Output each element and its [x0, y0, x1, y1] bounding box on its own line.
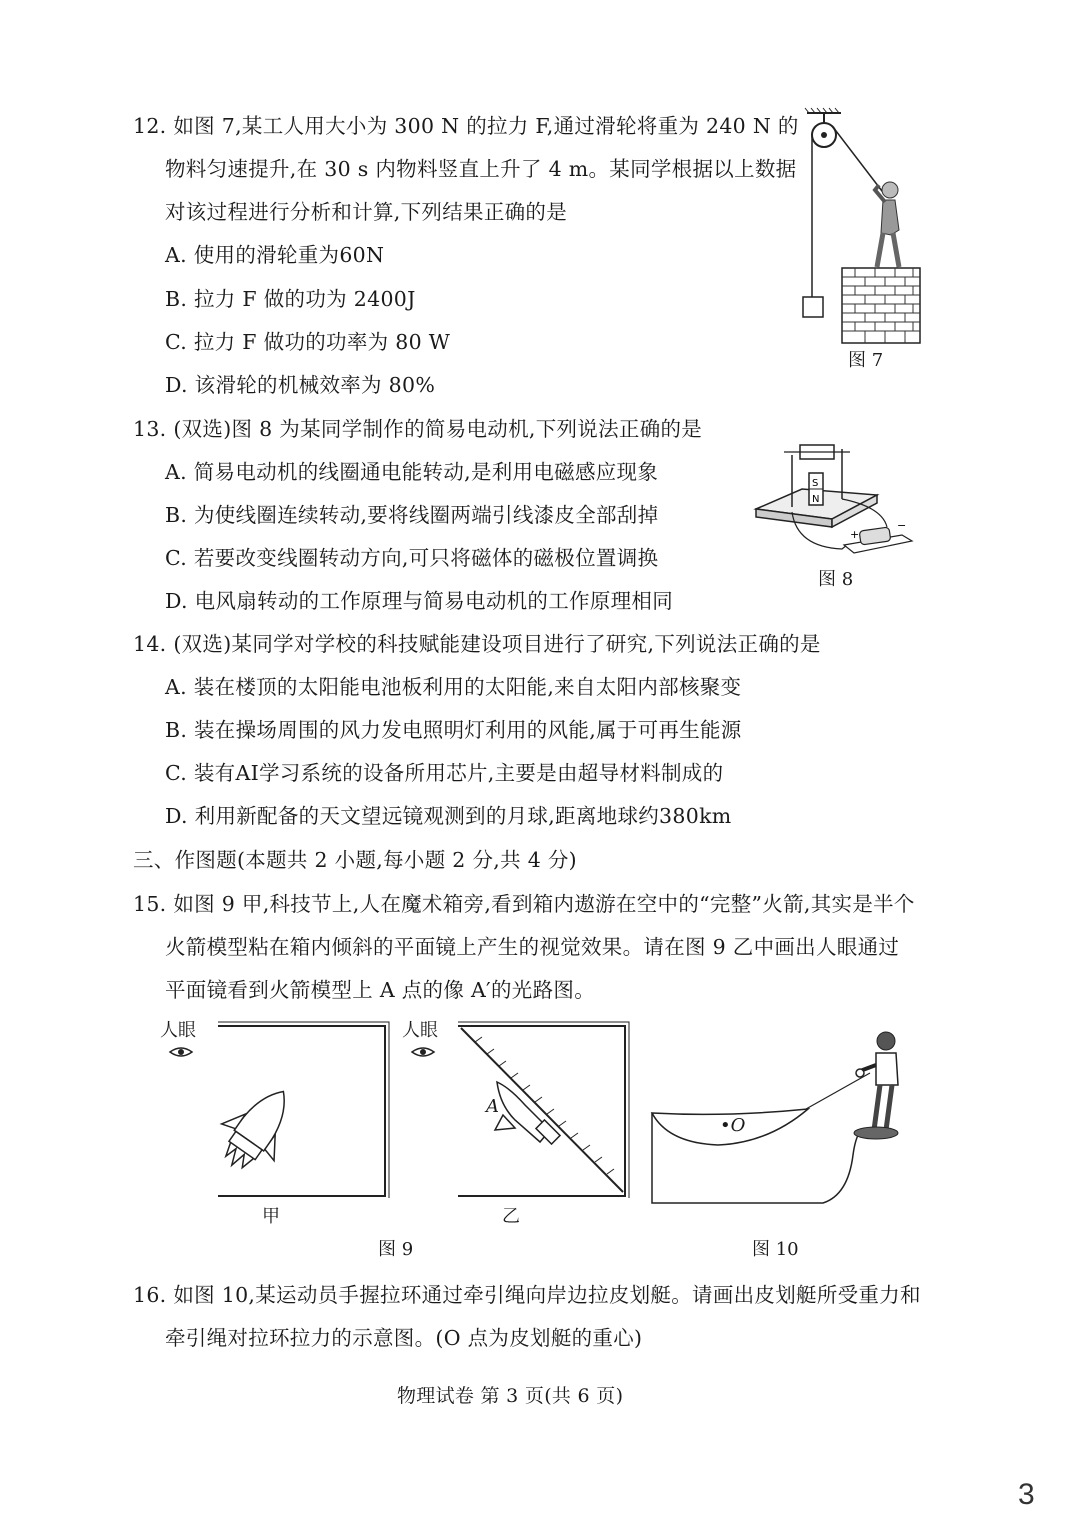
q13-option-d: D. 电风扇转动的工作原理与简易电动机的工作原理相同: [165, 589, 674, 613]
q16-stem-line-1: 16. 如图 10,某运动员手握拉环通过牵引绳向岸边拉皮划艇。请画出皮划艇所受重力和: [133, 1283, 921, 1307]
figure-10-kayak-illustration: [648, 1025, 923, 1205]
figure-9b-mirror-box: [455, 1020, 630, 1200]
q14-option-a: A. 装在楼顶的太阳能电池板利用的太阳能,来自太阳内部核聚变: [165, 675, 742, 699]
q14-option-c: C. 装有AI学习系统的设备所用芯片,主要是由超导材料制成的: [165, 761, 724, 785]
fig9b-eye-icon: [410, 1044, 436, 1060]
figure-7-caption: 图 7: [848, 350, 884, 371]
q15-stem-line-1: 15. 如图 9 甲,科技节上,人在魔术箱旁,看到箱内遨游在空中的“完整”火箭,其实是半个: [133, 892, 915, 916]
fig9a-sublabel: 甲: [262, 1206, 280, 1227]
fig10-point-o-label: •O: [720, 1115, 746, 1136]
figure-7-pulley-illustration: [795, 105, 935, 350]
magnet-n-label: N: [812, 494, 820, 505]
fig9a-eye-icon: [168, 1044, 194, 1060]
q13-option-b: B. 为使线圈连续转动,要将线圈两端引线漆皮全部刮掉: [165, 503, 659, 527]
q12-option-d: D. 该滑轮的机械效率为 80%: [165, 373, 436, 397]
q14-option-d: D. 利用新配备的天文望远镜观测到的月球,距离地球约380km: [165, 804, 732, 828]
battery-minus-label: −: [897, 519, 907, 532]
figure-8-caption: 图 8: [818, 569, 854, 590]
q12-option-b: B. 拉力 F 做的功为 2400J: [165, 287, 416, 311]
magnet-s-label: S: [812, 478, 819, 489]
battery-plus-label: +: [850, 528, 860, 541]
q12-stem-line-2: 物料匀速提升,在 30 s 内物料竖直上升了 4 m。某同学根据以上数据: [165, 157, 797, 181]
fig9b-sublabel: 乙: [502, 1206, 520, 1227]
q14-stem: 14. (双选)某同学对学校的科技赋能建设项目进行了研究,下列说法正确的是: [133, 632, 821, 656]
fig9b-point-a-label: A: [486, 1096, 499, 1117]
q15-stem-line-3: 平面镜看到火箭模型上 A 点的像 A′的光路图。: [165, 978, 596, 1002]
q13-option-c: C. 若要改变线圈转动方向,可只将磁体的磁极位置调换: [165, 546, 659, 570]
q12-option-a: A. 使用的滑轮重为60N: [165, 243, 385, 267]
figure-9-caption: 图 9: [378, 1239, 414, 1260]
fig9a-eye-label: 人眼: [160, 1020, 196, 1041]
q15-stem-line-2: 火箭模型粘在箱内倾斜的平面镜上产生的视觉效果。请在图 9 乙中画出人眼通过: [165, 935, 900, 959]
q13-option-a: A. 简易电动机的线圈通电能转动,是利用电磁感应现象: [165, 460, 659, 484]
q13-stem: 13. (双选)图 8 为某同学制作的简易电动机,下列说法正确的是: [133, 417, 703, 441]
figure-9a-magic-box: [215, 1020, 390, 1200]
page-footer: 物理试卷 第 3 页(共 6 页): [397, 1385, 624, 1407]
corner-page-number: 3: [1018, 1478, 1035, 1511]
figure-10-caption: 图 10: [752, 1239, 799, 1260]
fig9b-eye-label: 人眼: [402, 1020, 438, 1041]
q16-stem-line-2: 牵引绳对拉环拉力的示意图。(O 点为皮划艇的重心): [165, 1326, 643, 1350]
q12-stem-line-1: 12. 如图 7,某工人用大小为 300 N 的拉力 F,通过滑轮将重为 240 N 的: [133, 114, 799, 138]
section-3-heading: 三、作图题(本题共 2 小题,每小题 2 分,共 4 分): [133, 848, 577, 872]
figure-8-simple-motor: [752, 437, 922, 567]
q12-option-c: C. 拉力 F 做功的功率为 80 W: [165, 330, 451, 354]
q12-stem-line-3: 对该过程进行分析和计算,下列结果正确的是: [165, 200, 568, 224]
q14-option-b: B. 装在操场周围的风力发电照明灯利用的风能,属于可再生能源: [165, 718, 742, 742]
